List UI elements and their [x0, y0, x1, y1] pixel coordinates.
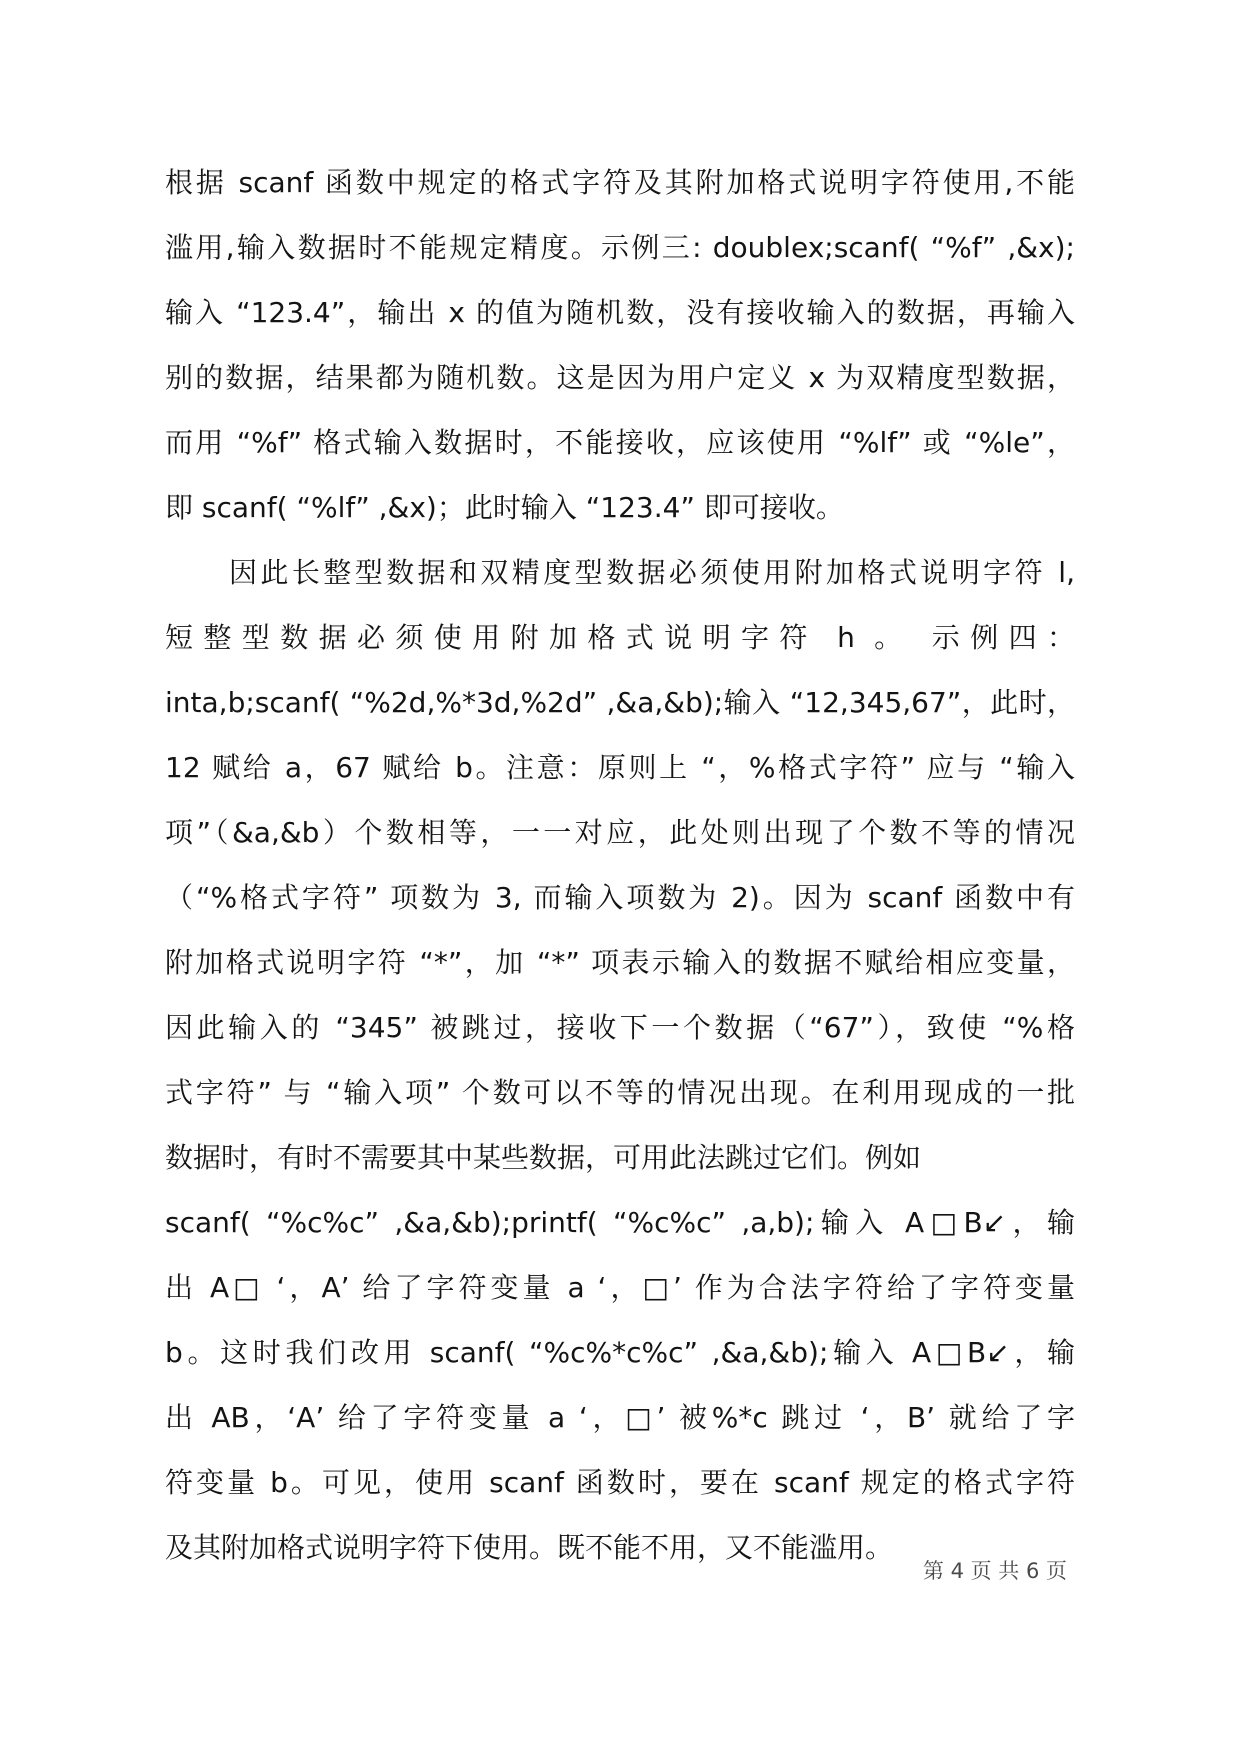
text-line: 滥用,输入数据时不能规定精度。示例三: doublex;scanf( “%f” ,&x);: [165, 231, 1075, 264]
text-line: 项”（&a,&b）个数相等，一一对应，此处则出现了个数不等的情况: [165, 816, 1075, 849]
text-line: 数据时，有时不需要其中某些数据，可用此法跳过它们。例如: [165, 1141, 922, 1174]
text-line: inta,b;scanf( “%2d,%*3d,%2d” ,&a,&b);输入 “12,345,67”，此时，: [165, 686, 1075, 719]
text-line: 及其附加格式说明字符下使用。既不能不用，又不能滥用。: [165, 1531, 894, 1564]
text-line: 12 赋给 a，67 赋给 b。注意：原则上 “，%格式字符” 应与 “输入: [165, 751, 1075, 784]
text-line: 式字符” 与 “输入项” 个数可以不等的情况出现。在利用现成的一批: [165, 1076, 1075, 1109]
text-line: 输入 “123.4”，输出 x 的值为随机数，没有接收输入的数据，再输入: [165, 296, 1075, 329]
text-line: 出 AB，‘A’ 给了字符变量 a ‘，□’ 被%*c 跳过 ‘，B’ 就给了字: [165, 1401, 1075, 1434]
document-body: [165, 150, 1075, 1580]
text-line: 短整型数据必须使用附加格式说明字符 h 。 示例四：: [165, 621, 1075, 654]
text-line: 因此长整型数据和双精度型数据必须使用附加格式说明字符 l,: [229, 556, 1075, 589]
text-line: 别的数据，结果都为随机数。这是因为用户定义 x 为双精度型数据，: [165, 361, 1075, 394]
page-number-footer: 第 4 页 共 6 页: [922, 1559, 1067, 1583]
text-line: 根据 scanf 函数中规定的格式字符及其附加格式说明字符使用,不能: [165, 166, 1075, 199]
text-line: （“%格式字符” 项数为 3, 而输入项数为 2)。因为 scanf 函数中有: [165, 881, 1075, 914]
text-line: 因此输入的 “345” 被跳过，接收下一个数据（“67”），致使 “%格: [165, 1011, 1075, 1044]
text-line: 附加格式说明字符 “*”，加 “*” 项表示输入的数据不赋给相应变量，: [165, 946, 1075, 979]
text-line: scanf( “%c%c” ,&a,&b);printf( “%c%c” ,a,b);输入 A□B↙，输: [165, 1206, 1075, 1239]
text-line: b。这时我们改用 scanf( “%c%*c%c” ,&a,&b);输入 A□B↙，输: [165, 1336, 1075, 1369]
text-line: 出 A□ ‘，A’ 给了字符变量 a ‘，□’ 作为合法字符给了字符变量: [165, 1271, 1075, 1304]
text-line: 而用 “%f” 格式输入数据时，不能接收，应该使用 “%lf” 或 “%le”，: [165, 426, 1075, 459]
text-line: 符变量 b。可见，使用 scanf 函数时，要在 scanf 规定的格式字符: [165, 1466, 1075, 1499]
text-line: 即 scanf( “%lf” ,&x)；此时输入 “123.4” 即可接收。: [165, 491, 844, 524]
